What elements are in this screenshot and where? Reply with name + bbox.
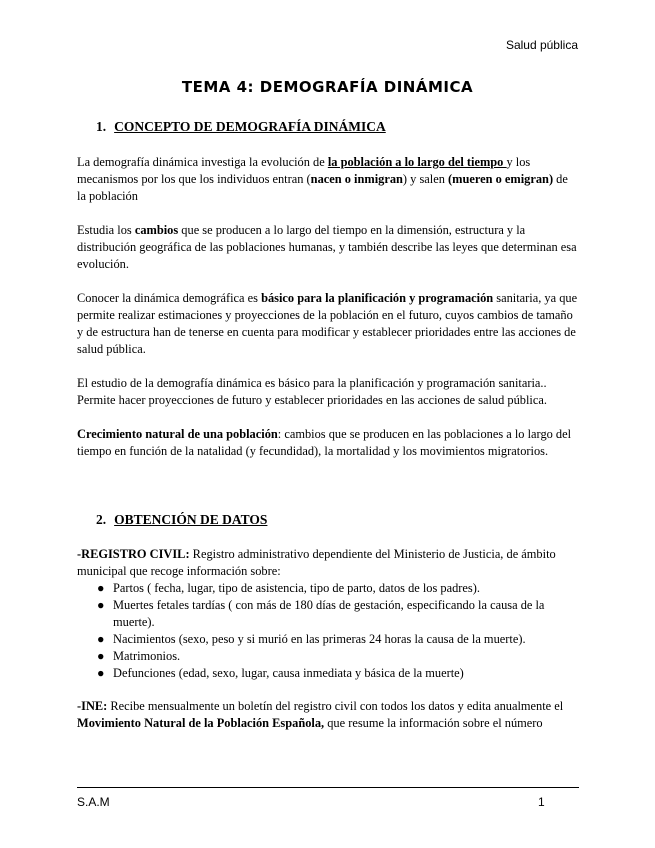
list-item [77, 580, 579, 597]
page-title: TEMA 4: DEMOGRAFÍA DINÁMICA [181, 78, 474, 96]
section-2-title: OBTENCIÓN DE DATOS [114, 512, 268, 527]
text-run: sanitaria, ya que permite realizar estimaciones y proyecciones de la población en el futuro, cuyos cambios de tamaño y de estructura han de tenerse en cuenta para modificar y establecer prioridades entre las acciones de salud pública. [77, 291, 578, 356]
list-item-text: Nacimientos (sexo, peso y si murió en las primeras 24 horas la causa de la muerte). [113, 632, 526, 646]
paragraph-crecimiento [77, 426, 579, 460]
section-2-number: 2. [96, 512, 107, 527]
bullet-icon: ● [97, 666, 105, 680]
text-run: : cambios que se producen en las poblaciones a lo largo del tiempo en función de la natalidad (y fecundidad), la mortalidad y los movimientos migratorios. [77, 427, 572, 458]
emphasis-run: Crecimiento natural de una población [77, 427, 278, 441]
section-1-number: 1. [96, 119, 107, 134]
paragraph-registro-civil [77, 546, 579, 580]
section-1-title: CONCEPTO DE DEMOGRAFÍA DINÁMICA [114, 119, 386, 134]
emphasis-run: (mueren o emigran) [448, 172, 554, 186]
list-item-text: Muertes fetales tardías ( con más de 180 días de gestación, especificando la causa de la muerte). [113, 598, 545, 629]
text-run: Registro administrativo dependiente del Ministerio de Justicia, de ámbito municipal que recoge información sobre: [77, 547, 556, 578]
emphasis-run: cambios [134, 223, 179, 237]
emphasis-run: básico para la planificación y programación [261, 291, 494, 305]
list-item [77, 665, 579, 682]
text-run: que resume la información sobre el número [324, 716, 543, 730]
section-2-heading [96, 512, 267, 528]
text-run: Recibe mensualmente un boletín del registro civil con todos los datos y edita anualmente el [107, 699, 564, 713]
emphasis-run: -REGISTRO CIVIL: [77, 547, 190, 561]
bullet-icon: ● [97, 632, 105, 646]
list-item [77, 597, 579, 631]
emphasis-run: Movimiento Natural de la Población Española, [77, 716, 325, 730]
emphasis-run: nacen o inmigran [310, 172, 403, 186]
text-run: Conocer la dinámica demográfica es [77, 291, 262, 305]
emphasis-run: -INE: [77, 699, 108, 713]
bullet-icon: ● [97, 598, 105, 612]
page-number: 1 [538, 795, 545, 809]
paragraph-cambios [77, 222, 579, 273]
text-run: de la población [77, 172, 568, 203]
emphasis-run: la población a lo largo del tiempo [327, 155, 507, 169]
text-run: La demografía dinámica investiga la evolución de [77, 155, 328, 169]
list-item-text: Partos ( fecha, lugar, tipo de asistencia, tipo de parto, datos de los padres). [113, 581, 480, 595]
list-item-text: Matrimonios. [113, 649, 181, 663]
list-item [77, 648, 579, 665]
section-1-heading [96, 119, 386, 135]
paragraph-estudio: El estudio de la demografía dinámica es básico para la planificación y programación sanitaria.. Permite hacer proyecciones de futuro y establecer prioridades en las acciones de salud pública. [77, 376, 547, 407]
running-header: Salud pública [505, 38, 578, 52]
list-item-text: Defunciones (edad, sexo, lugar, causa inmediata y básica de la muerte) [113, 666, 464, 680]
paragraph-planificacion [77, 290, 579, 358]
registro-bullet-list [77, 580, 579, 682]
footer-author: S.A.M [77, 795, 110, 809]
paragraph-ine [77, 698, 579, 732]
paragraph-definition [77, 154, 579, 205]
text-run: Estudia los [77, 223, 135, 237]
list-item [77, 631, 579, 648]
text-run: y los mecanismos por los que los individuos entran ( [77, 155, 531, 186]
text-run: que se producen a lo largo del tiempo en la dimensión, estructura y la distribución geográfica de las poblaciones humanas, y también describe las leyes que determinan esa evolución. [77, 223, 577, 271]
footer-divider [77, 787, 579, 788]
bullet-icon: ● [97, 581, 105, 595]
bullet-icon: ● [97, 649, 105, 663]
text-run: ) y salen [402, 172, 448, 186]
